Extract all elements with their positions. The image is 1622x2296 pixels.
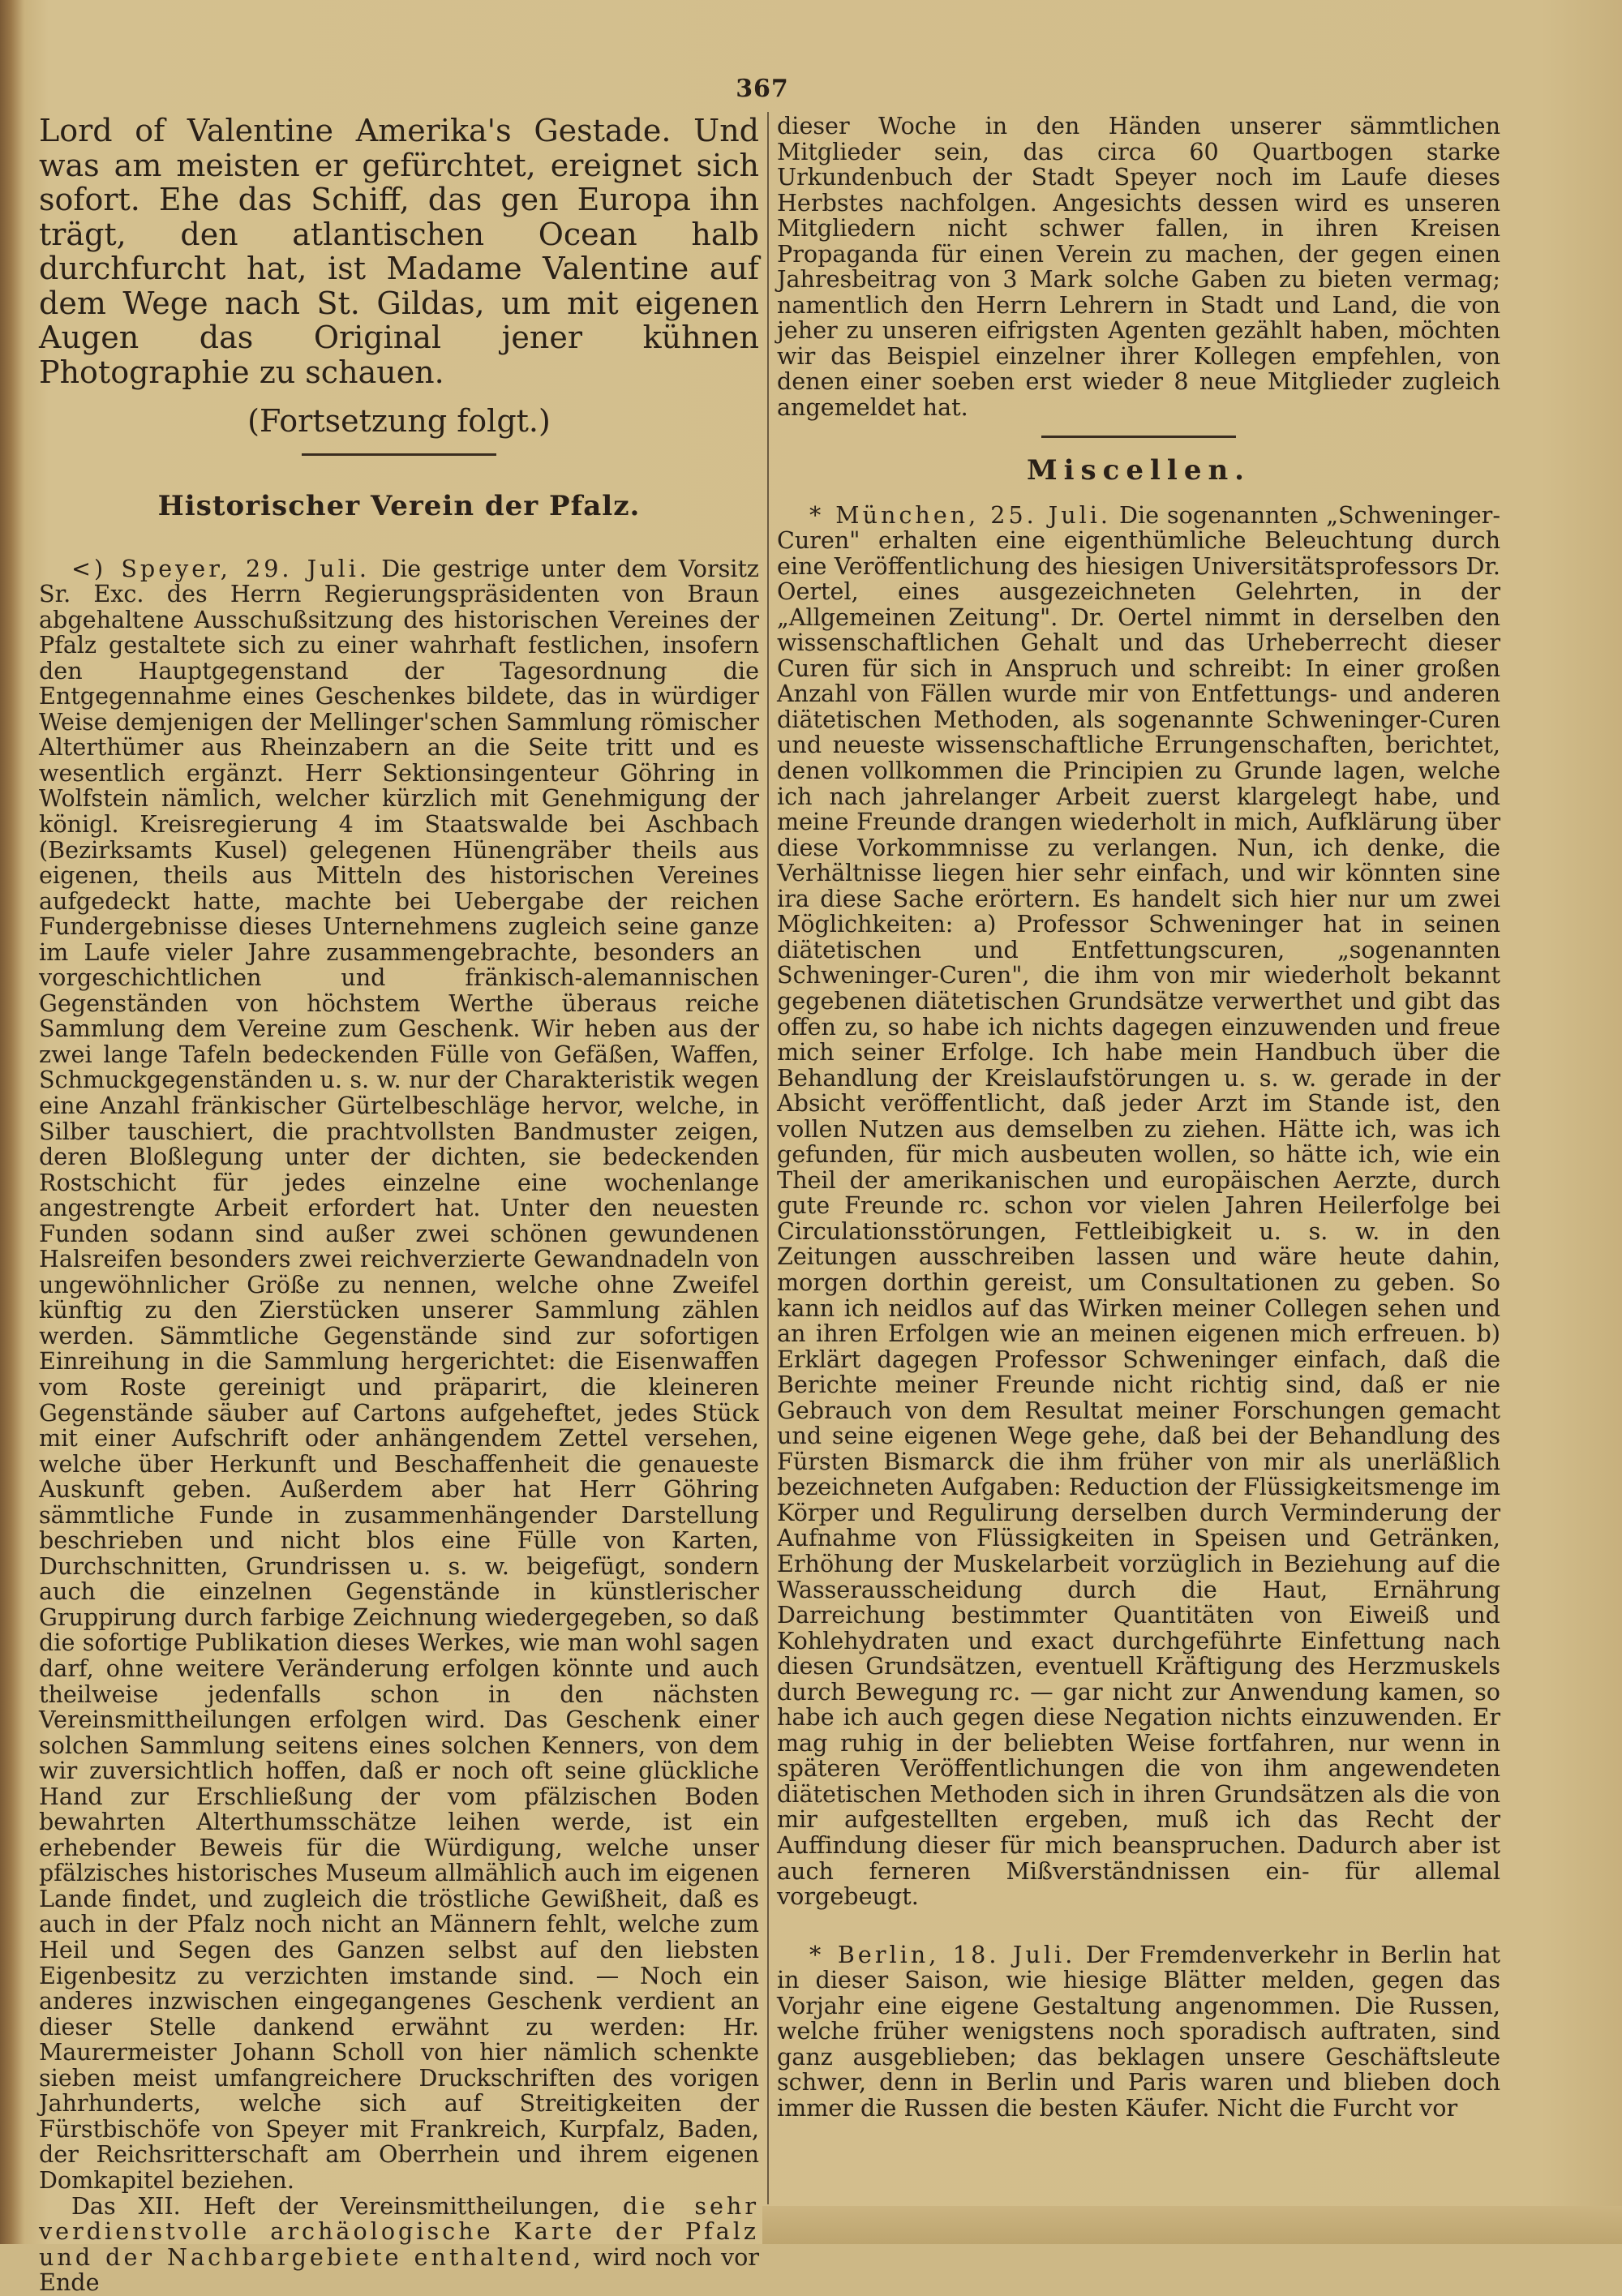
column-divider [767,112,769,2204]
article-historischer-verein [39,556,759,2194]
section-title-historischer-verein: Historischer Verein der Pfalz. [157,489,641,522]
article2-end: wird noch vor Ende [39,2242,759,2296]
right-column [777,114,1500,2121]
muenchen-text: Die sogenannten „Schweninger-Curen" erhalten eine eigenthümliche Beleuchtung durch eine Veröffentlichung des hiesigen Universitätsprofessors Dr. Oertel, eines ausgezeichneten Gelehrten, in der „Allgemeinen Zeitung". Dr. Oertel nimmt in derselben den wissenschaftlichen Gehalt und das Urheberrecht dieser Curen für sich in Anspruch und schreibt: In einer großen Anzahl von Fällen wurde mir von Entfettungs- und anderen diätetischen Methoden, als sogenannte Schweninger-Curen und neueste wissenschaftliche Errungenschaften, berichtet, denen vollkommen die Principien zu Grunde lagen, welche ich nach jahrelanger Arbeit zuerst klargelegt habe, und meine Freunde drangen wiederholt in mich, Aufklärung über diese Vorkommnisse zu verlangen. Nun, ich denke, die Verhältnisse liegen hier sehr einfach, und wir könnten sine ira diese Sache erörtern. Es handelt sich hier nur um zwei Möglichkeiten: a) Professor Schweninger hat in seinen diätetischen und Entfettungscuren, „sogenannten Schweninger-Curen", die ihm von mir wiederholt bekannt gegebenen diätetischen Grundsätze verwerthet und gibt das offen zu, so habe ich nichts dagegen einzuwenden und freue mich seiner Erfolge. Ich habe mein Handbuch über die Behandlung der Kreislaufstörungen u. s. w. gerade in der Absicht veröffentlicht, daß jeder Arzt im Stande ist, den vollen Nutzen aus demselben zu ziehen. Hätte ich, was ich gefunden, für mich ausbeuten wollen, so hätte ich, wie ein Theil der amerikanischen und europäischen Aerzte, durch gute Freunde rc. schon vor vielen Jahren Heilerfolge bei Circulationsstörungen, Fettleibigkeit u. s. w. in den Zeitungen ausschreiben lassen und wäre heute dahin, morgen dorthin gereist, um Consultationen zu geben. So kann ich neidlos auf das Wirken meiner Collegen sehen und an ihren Erfolgen wie an meinen eigenen mich erfreuen. b) Erklärt dagegen Professor Schweninger einfach, daß die Berichte meiner Freunde nicht richtig sind, daß er nie Gebrauch von dem Resultat meiner Forschungen gemacht und seine eigenen Wege gehe, daß bei der Behandlung des Fürsten Bismarck die ihm früher von mir als unerläßlich bezeichneten Aufgaben: Reduction der Flüssigkeitsmenge im Körper und Regulirung derselben durch Verminderung der Aufnahme von Flüssigkeiten in Speisen und Getränken, Erhöhung der Muskelarbeit vorzüglich in Beziehung auf die Wasserausscheidung durch die Haut, Ernährung Darreichung bestimmter Quantitäten von Eiweiß und Kohlehydraten und exact durchgeführte Einfettung nach diesen Grundsätzen, eventuell Kräftigung des Herzmuskels durch Bewegung rc. — gar nicht zur Anwendung kamen, so habe ich auch gegen diese Negation nichts einzuwenden. Er mag ruhig in der beliebten Weise fortfahren, nur wenn in späteren Veröffentlichungen die von ihm angewendeten diätetischen Methoden sich in ihren Grundsätzen als die von mir aufgestellten ergeben, muß ich das Recht der Auffindung dieser für mich beanspruchen. Dadurch aber ist auch ferneren Mißverständnissen ein- für allemal vorgebeugt. [777,500,1501,1911]
section-title-miscellen: Miscellen. [1026,453,1251,487]
miscellen-berlin [777,1942,1500,2122]
article-body: Die gestrige unter dem Vorsitz Sr. Exc. des Herrn Regierungspräsidenten von Braun abgehaltene Ausschußsitzung des historischen Vereines der Pfalz gestaltete sich zu einer wahrhaft festlichen, insofern den Hauptgegenstand der Tagesordnung die Entgegennahme eines Geschenkes bildete, das in würdiger Weise demjenigen der Mellinger'schen Sammlung römischer Alterthümer aus Rheinzabern an die Seite tritt und es wesentlich ergänzt. Herr Sektionsingenteur Göhring in Wolfstein nämlich, welcher kürzlich mit Genehmigung der königl. Kreisregierung 4 im Staatswalde bei Aschbach (Bezirksamts Kusel) gelegenen Hünengräber theils aus eigenen, theils aus Mitteln des historischen Vereines aufgedeckt hatte, machte bei Uebergabe der reichen Fundergebnisse dieses Unternehmens zugleich seine ganze im Laufe vieler Jahre zusammengebrachte, besonders an vorgeschichtlichen und fränkisch-alemannischen Gegenständen von höchstem Werthe überaus reiche Sammlung dem Vereine zum Geschenk. Wir heben aus der zwei lange Tafeln bedeckenden Fülle von Gefäßen, Waffen, Schmuckgegenständen u. s. w. nur der Charakteristik wegen eine Anzahl fränkischer Gürtelbeschläge hervor, welche, in Silber tauschiert, die prachtvollsten Bandmuster zeigen, deren Bloßlegung unter der dichten, sie bedeckenden Rostschicht für jedes einzelne eine wochenlange angestrengte Arbeit erfordert hat. Unter den neuesten Funden sodann sind außer zwei schönen gewundenen Halsreifen besonders zwei reichverzierte Gewandnadeln von ungewöhnlicher Größe zu nennen, welche ohne Zweifel künftig zu den Zierstücken unserer Sammlung zählen werden. Sämmtliche Gegenstände sind zur sofortigen Einreihung in die Sammlung hergerichtet: die Eisenwaffen vom Roste gereinigt und präparirt, die kleineren Gegenstände säuber auf Cartons aufgeheftet, jedes Stück mit einer Aufschrift oder anhängendem Zettel versehen, welche über Herkunft und Beschaffenheit die genaueste Auskunft geben. Außerdem aber hat Herr Göhring sämmtliche Funde in zusammenhängender Darstellung beschrieben und nicht blos eine Fülle von Karten, Durchschnitten, Grundrissen u. s. w. beigefügt, sondern auch die einzelnen Gegenstände in künstlerischer Gruppirung durch farbige Zeichnung wiedergegeben, so daß die sofortige Publikation dieses Werkes, wie man wohl sagen darf, ohne weitere Veränderung erfolgen könnte und auch theilweise jedenfalls schon in den nächsten Vereinsmittheilungen erfolgen wird. Das Geschenk einer solchen Sammlung seitens eines solchen Kenners, von dem wir zuversichtlich hoffen, daß er noch oft seine glückliche Hand zur Erschließung der vom pfälzischen Boden bewahrten Alterthumsschätze leihen werde, ist ein erhebender Beweis für die Würdigung, welche unser pfälzisches historisches Museum allmählich auch im eigenen Lande findet, und zugleich die tröstliche Gewißheit, daß es auch in der Pfalz noch nicht an Männern fehlt, welche zum Heil und Segen des Ganzen selbst auf den liebsten Eigenbesitz zu verzichten imstande sind. — Noch ein anderes inzwischen eingegangenes Geschenk verdient an dieser Stelle dankend erwähnt zu werden: Hr. Maurermeister Johann Scholl von hier nämlich schenkte sieben meist umfangreichere Druckschriften des vorigen Jahrhunderts, welche sich auf Streitigkeiten der Fürstbischöfe von Speyer mit Frankreich, Kurpfalz, Baden, der Reichsritterschaft am Oberrhein und ihrem eigenen Domkapitel beziehen. [39,554,759,2194]
article-vereinsmittheilungen [39,2191,759,2296]
to-be-continued: (Fortsetzung folgt.) [247,403,551,439]
article2-lead: Das XII. Heft der Vereinsmittheilungen, [71,2191,600,2220]
muenchen-dateline: * München, 25. Juli. [809,500,1111,529]
miscellen-muenchen [777,500,1501,1911]
page-number: 367 [736,75,789,103]
berlin-dateline: * Berlin, 18. Juli. [809,1940,1076,1968]
left-column [39,114,759,2296]
page-bottom-margin [762,2206,1622,2244]
article-continuation: dieser Woche in den Händen unserer sämmtlichen Mitglieder sein, das circa 60 Quartbogen starke Urkundenbuch der Stadt Speyer noch im Laufe dieses Herbstes nachfolgen. Angesichts dessen wird es unseren Mitgliedern nicht schwer fallen, in ihren Kreisen Propaganda für einen Verein zu machen, der gegen einen Jahresbeitrag von 3 Mark solche Gaben zu bieten vermag; namentlich den Herrn Lehrern in Stadt und Land, die von jeher zu unseren eifrigsten Agenten gezählt haben, möchten wir das Beispiel einzelner ihrer Kollegen empfehlen, von denen einer soeben erst wieder 8 neue Mitglieder zugleich angemeldet hat. [777,112,1500,422]
article-dateline: <) Speyer, 29. Juli. [71,554,370,582]
serial-continuation: Lord of Valentine Amerika's Gestade. Und was am meisten er gefürchtet, ereignet sich sofort. Ehe das Schiff, das gen Europa ihn trägt, den atlantischen Ocean halb durchfurcht hat, ist Madame Valentine auf dem Wege nach St. Gildas, um mit eigenen Augen das Original jener kühnen Photographie zu schauen. [39,113,759,390]
article2-spaced: die sehr verdienstvolle archäologische Karte der Pfalz und der Nachbargebiete enthaltend, [39,2191,759,2271]
berlin-text: Der Fremdenverkehr in Berlin hat in dieser Saison, wie hiesige Blätter melden, gegen das Vorjahr eine eigene Gestaltung angenommen. Die Russen, welche früher wenigstens noch sporadisch auftraten, sind ganz ausgeblieben; das beklagen unsere Geschäftsleute schwer, denn in Berlin und Paris waren und blieben doch immer die Russen die besten Käufer. Nicht die Furcht vor [777,1940,1500,2122]
